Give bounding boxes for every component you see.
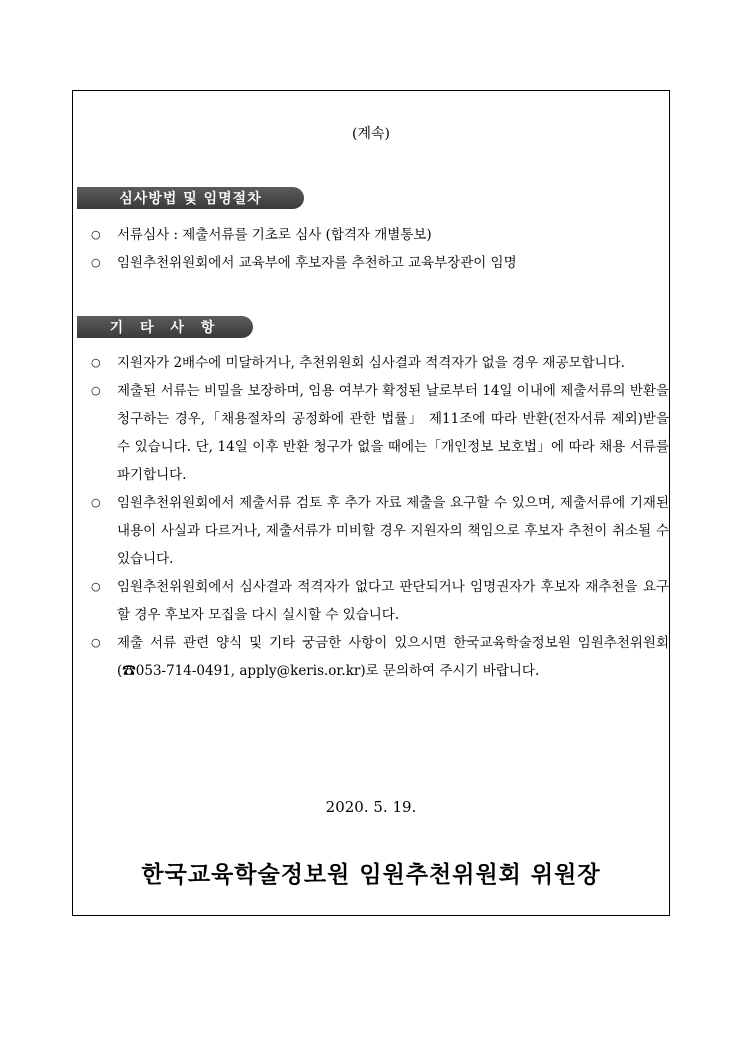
list-item-text: 제출 서류 관련 양식 및 기타 궁금한 사항이 있으시면 한국교육학술정보원 임원추천위원회(☎053-714-0491, apply@keris.or.kr)로 문의하여 주시기 바랍니다. bbox=[117, 635, 669, 679]
list-item bbox=[87, 377, 669, 489]
list-item bbox=[87, 629, 669, 685]
review-items-list bbox=[87, 221, 669, 277]
notice-frame bbox=[72, 90, 670, 916]
list-item-text: 임원추천위원회에서 심사결과 적격자가 없다고 판단되거나 임명권자가 후보자 재추천을 요구할 경우 후보자 모집을 다시 실시할 수 있습니다. bbox=[117, 579, 669, 623]
list-item-text: 임원추천위원회에서 제출서류 검토 후 추가 자료 제출을 요구할 수 있으며, 제출서류에 기재된 내용이 사실과 다르거나, 제출서류가 미비할 경우 지원자의 책임으로 후보자 추천이 취소될 수 있습니다. bbox=[117, 495, 669, 567]
notice-date: 2020. 5. 19. bbox=[325, 798, 417, 816]
list-item bbox=[87, 489, 669, 573]
circle-bullet-icon: ○ bbox=[91, 356, 101, 369]
circle-bullet-icon: ○ bbox=[91, 384, 101, 397]
list-item bbox=[87, 249, 669, 277]
section-header-other: 기 타 사 항 bbox=[77, 316, 253, 338]
list-item bbox=[87, 349, 669, 377]
circle-bullet-icon: ○ bbox=[91, 636, 101, 649]
list-item-text: 제출된 서류는 비밀을 보장하며, 임용 여부가 확정된 날로부터 14일 이내에 제출서류의 반환을 청구하는 경우,「채용절차의 공정화에 관한 법률」 제11조에 따라 반환(전자서류 제외)받을 수 있습니다. 단, 14일 이후 반환 청구가 없을 때에는「개인정보 보호법」에 따라 채용 서류를 파기합니다. bbox=[117, 383, 669, 483]
circle-bullet-icon: ○ bbox=[91, 228, 101, 241]
list-item bbox=[87, 573, 669, 629]
continued-label: (계속) bbox=[352, 126, 390, 142]
list-item bbox=[87, 221, 669, 249]
circle-bullet-icon: ○ bbox=[91, 496, 101, 509]
issuer-signature: 한국교육학술정보원 임원추천위원회 위원장 bbox=[141, 861, 601, 888]
other-items-list bbox=[87, 349, 669, 685]
circle-bullet-icon: ○ bbox=[91, 580, 101, 593]
list-item-text: 서류심사 : 제출서류를 기초로 심사 (합격자 개별통보) bbox=[117, 227, 432, 243]
section-header-review: 심사방법 및 임명절차 bbox=[77, 187, 304, 209]
circle-bullet-icon: ○ bbox=[91, 256, 101, 269]
list-item-text: 임원추천위원회에서 교육부에 후보자를 추천하고 교육부장관이 임명 bbox=[117, 255, 517, 271]
list-item-text: 지원자가 2배수에 미달하거나, 추천위원회 심사결과 적격자가 없을 경우 재공모합니다. bbox=[117, 355, 625, 371]
